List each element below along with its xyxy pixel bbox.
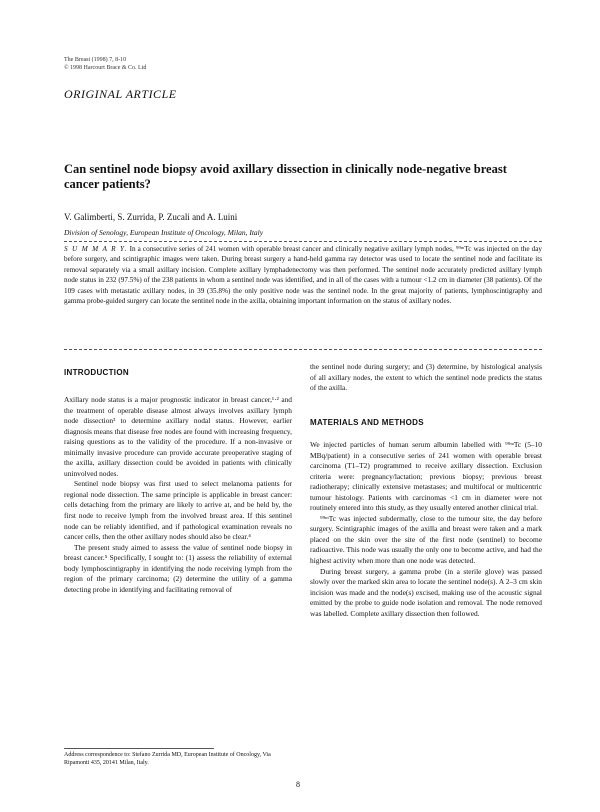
methods-paragraph-1: We injected particles of human serum albumin labelled with ⁹⁹ᵐTc (5–10 MBq/patient) in a consecutive series of 241 women with operable breast carcinoma (T1–T2) programmed to receive axillary dissection. Exclusion criteria were: pregnancy/lactation; previous biopsy; previous breast radiotherapy; clinically extensive metastases; and multifocal or multicentric tumour histology. Patients with carcinomas <1 cm in diameter were not routinely entered into this study, as they usually entered another clinical trial.	[310, 440, 542, 513]
intro-continuation-text: the sentinel node during surgery; and (3) determine, by histological analysis of all axillary nodes, the extent to which the sentinel node predicts the status of the axilla.	[310, 362, 542, 393]
journal-reference	[64, 56, 146, 72]
journal-copyright: © 1998 Harcourt Brace & Co. Ltd	[64, 65, 147, 71]
introduction-body	[64, 395, 292, 595]
summary-text: In a consecutive series of 241 women with operable breast cancer and clinically negative axillary lymph nodes, ⁹⁹ᵐTc was injected on the day before surgery, and scintigraphic images were taken. During breast surgery a hand-held gamma ray detector was used to locate the sentinel node and facilitate its removal separately via a small axillary incision. Complete axillary lymphadenectomy was then performed. The sentinel node accurately predicted axillary lymph node status in 232 (97.5%) of the 238 patients in whom a sentinel node was identified, and in all of the cases with a tumour <1.2 cm in diameter (38 patients). Of the 109 cases with metastatic axillary nodes, in 39 (35.8%) the only positive node was the sentinel node. In the great majority of patients, lymphoscintigraphy and gamma probe-guided surgery can locate the sentinel node in the axilla, obtaining important information on the status of axillary nodes.	[64, 245, 542, 306]
correspondence-footnote: Address correspondence to: Stefano Zurrida MD, European Institute of Oncology, Via Ripamonti 435, 20141 Milan, Italy.	[64, 752, 271, 766]
intro-paragraph-3: The present study aimed to assess the value of sentinel node biopsy in breast cancer.⁵ Specifically, I sought to: (1) assess the reliability of external body lymphoscintigraphy in identifying the node receiving lymph from the region of the primary carcinoma; (2) determine the utility of a gamma detecting probe in identifying and facilitating removal of	[64, 542, 292, 594]
methods-heading: MATERIALS AND METHODS	[310, 418, 424, 427]
article-type-label: ORIGINAL ARTICLE	[64, 87, 177, 101]
footnote-rule	[64, 748, 214, 749]
journal-citation: The Breast (1998) 7, 8-10	[64, 57, 127, 63]
page-number: 8	[296, 780, 300, 789]
introduction-heading: INTRODUCTION	[64, 368, 129, 377]
methods-paragraph-3: During breast surgery, a gamma probe (in a sterile glove) was passed slowly over the marked skin area to locate the sentinel node(s). A 2–3 cm skin incision was made and the node(s) excised, making use of the acoustic signal emitted by the probe to guide node isolation and removal. The node removed was labelled. Complete axillary dissection then followed.	[310, 566, 542, 618]
summary-lead: S U M M A R Y.	[64, 245, 128, 253]
intro-continuation	[310, 362, 542, 394]
intro-paragraph-1: Axillary node status is a major prognostic indicator in breast cancer,¹·² and the treatment of operable disease almost always involves axillary lymph node dissection³ to determine axillary nodal status. However, earlier diagnosis means that disease free nodes are found with increasing frequency, raising questions as to the validity of the procedure. If a non-invasive or minimally invasive procedure can provide accurate preoperative staging of the axilla, axillary dissection could be avoided in patients with clinically uninvolved nodes.	[64, 395, 292, 478]
methods-paragraph-2: ⁹⁹ᵐTc was injected subdermally, close to the tumour site, the day before surgery. Scintigraphic images of the axilla and breast were taken and a mark placed on the skin over the site of the first node (sentinel) to become radioactive. This node was usually the only one to become active, and had the highest activity when more than one node was detected.	[310, 513, 542, 566]
summary-top-rule	[64, 241, 542, 242]
summary-bottom-rule	[64, 349, 542, 350]
methods-body	[310, 440, 542, 619]
summary-abstract	[64, 244, 542, 306]
author-list: V. Galimberti, S. Zurrida, P. Zucali and A. Luini	[64, 212, 238, 222]
article-title: Can sentinel node biopsy avoid axillary dissection in clinically node-negative breast cancer patients?	[64, 162, 507, 191]
affiliation: Division of Senology, European Institute of Oncology, Milan, Italy	[64, 228, 264, 237]
intro-paragraph-2: Sentinel node biopsy was first used to select melanoma patients for regional node dissection. The same principle is applicable in breast cancer: cells detaching from the primary are likely to arrive at, and be held by, the first node to receive lymph from the involved breast area. If this sentinel node can be reliably identified, and if pathological examination reveals no cancer cells, then the other axillary nodes should also be clear.⁴	[64, 479, 292, 542]
